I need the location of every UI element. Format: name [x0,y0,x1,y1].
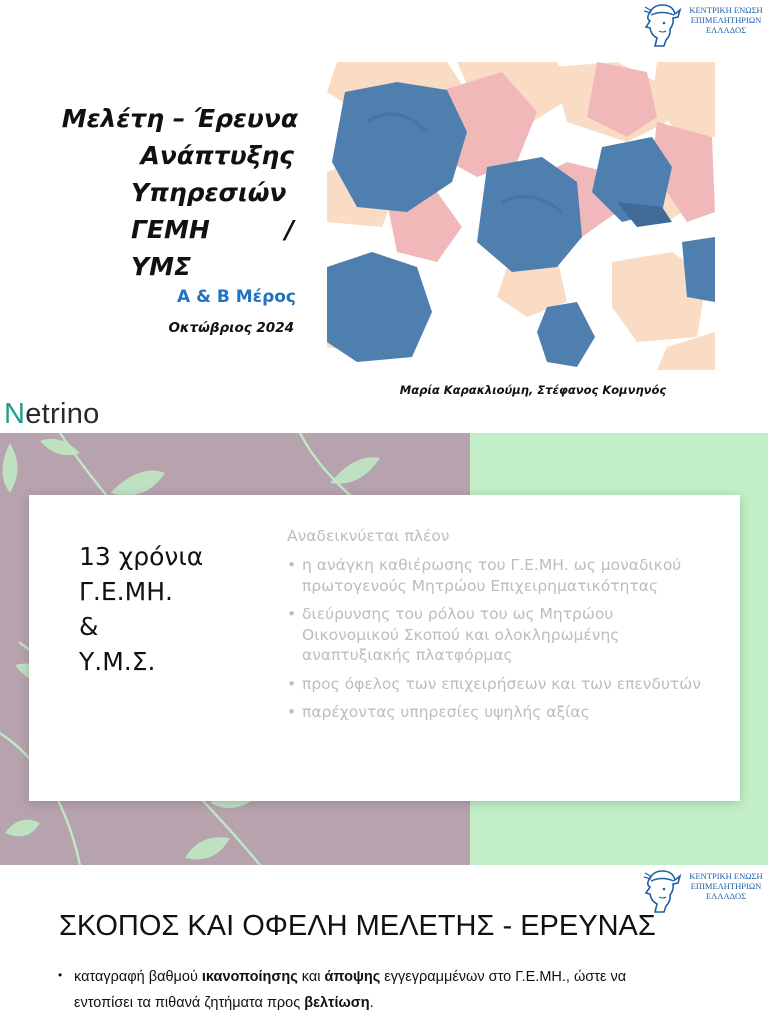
hermes-head-icon [642,2,682,48]
abstract-artwork [327,62,715,370]
title-line: Μελέτη – Έρευνα [61,104,298,133]
title-line: ΓΕΜΗ / [131,215,294,244]
date: Οκτώβριος 2024 [168,320,294,336]
hermes-head-icon [642,868,682,914]
title-line: Ανάπτυξης [140,141,294,170]
card-bullet-list [287,555,707,731]
slide-intro [0,433,768,865]
logo-text: ΚΕΝΤΡΙΚΗ ΕΝΩΣΗ ΕΠΙΜΕΛΗΤΗΡΙΩΝ ΕΛΛΑΔΟΣ [689,871,763,901]
subtitle: Α & Β Μέρος [177,287,296,307]
card-intro: Αναδεικνύεται πλέον [287,527,450,545]
section-heading: ΣΚΟΠΟΣ ΚΑΙ ΟΦΕΛΗ ΜΕΛΕΤΗΣ - ΕΡΕΥΝΑΣ [59,910,656,942]
content-card [29,495,740,801]
title-line: ΥΜΣ [131,252,192,281]
chamber-logo [642,2,768,48]
card-title: 13 χρόνια Γ.Ε.ΜΗ. & Υ.Μ.Σ. [79,542,204,676]
chamber-logo [642,868,768,914]
bullet-text: καταγραφή βαθμού ικανοποίησης και άποψης εγγεγραμμένων στο Γ.Ε.ΜΗ., ώστε να εντοπίσει τα πιθανά ζητήματα προς βελτίωση. [74,969,627,1011]
slide-title [0,0,768,432]
netrino-logo: Netrino [4,398,100,430]
presentation-title [40,100,298,285]
logo-text: ΚΕΝΤΡΙΚΗ ΕΝΩΣΗ ΕΠΙΜΕΛΗΤΗΡΙΩΝ ΕΛΛΑΔΟΣ [689,5,763,35]
list-item: • παρέχοντας υπηρεσίες υψηλής αξίας [287,702,707,723]
list-item: • διεύρυνσης του ρόλου του ως Μητρώου Οικονομικού Σκοπού και ολοκληρωμένης αναπτυξιακής πλατφόρμας [287,604,707,666]
list-item [58,964,678,1016]
list-item: • η ανάγκη καθιέρωσης του Γ.Ε.ΜΗ. ως μοναδικού πρωτογενούς Μητρώου Επιχειρηματικότητας [287,555,707,596]
title-line: Υπηρεσιών [131,178,287,207]
slide-purpose [0,866,768,1024]
bullet-icon: • [58,968,63,982]
list-item: • προς όφελος των επιχειρήσεων και των επενδυτών [287,674,707,695]
authors: Μαρία Καρακλιούμη, Στέφανος Κομνηνός [399,383,667,397]
